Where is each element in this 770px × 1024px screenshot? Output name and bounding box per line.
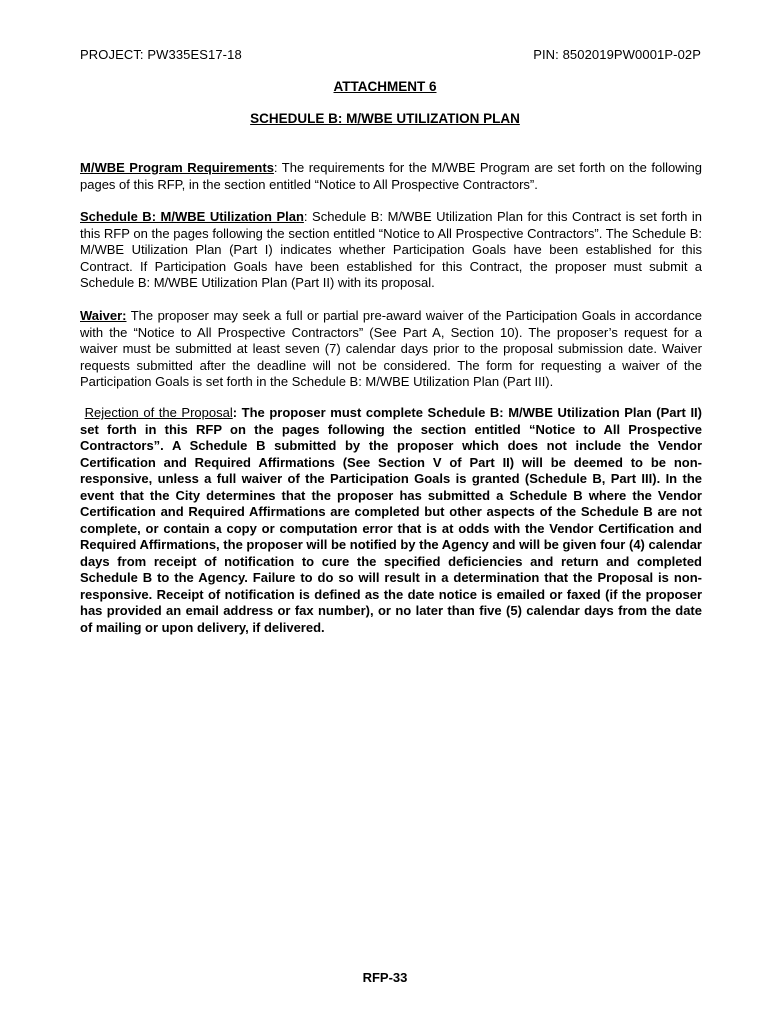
utilization-plan-heading: Schedule B: M/WBE Utilization Plan: [80, 209, 304, 224]
page-number: RFP-33: [362, 970, 408, 985]
rejection-body: The proposer must complete Schedule B: M/WBE Utilization Plan (Part II) set forth in this RFP on the pages following the section entitled “Notice to All Prospective Contractors”. A Schedule B submitted by the proposer which does not include the Vendor Certification and Required Affirmations (See Section V of Part II) will be deemed to be non-responsive, unless a full waiver of the Participation Goals is granted (Schedule B, Part III). In the event that the City determines that the proposer has submitted a Schedule B where the Vendor Certification and Required Affirmations are completed but other aspects of the Schedule B are not complete, or contain a copy or computation error that is at odds with the Vendor Certification and Required Affirmations, the proposer will be notified by the Agency and will be given four (4) calendar days from receipt of notification to cure the specified deficiencies and return and completed Schedule B to the Agency. Failure to do so will result in a determination that the Proposal is non-responsive. Receipt of notification is defined as the date notice is emailed or faxed (if the proposer has provided an email address or fax number), or no later than five (5) calendar days from the date of mailing or upon delivery, if delivered.: [80, 405, 702, 635]
waiver-heading: Waiver:: [80, 308, 127, 323]
program-requirements-separator: :: [273, 160, 278, 175]
project-number: PROJECT: PW335ES17-18: [80, 47, 242, 62]
program-requirements-paragraph: [80, 160, 702, 193]
program-requirements-body: The requirements for the M/WBE Program are set forth on the following pages of this RFP, in the section entitled “Notice to All Prospective Contractors”.: [80, 160, 702, 192]
waiver-paragraph: [80, 308, 702, 391]
waiver-body: The proposer may seek a full or partial pre-award waiver of the Participation Goals in accordance with the “Notice to All Prospective Contractors” (See Part A, Section 10). The proposer’s request for a waiver must be submitted at least seven (7) calendar days prior to the proposal submission date. Waiver requests submitted after the deadline will not be considered. The form for requesting a waiver of the Participation Goals is set forth in the Schedule B: M/WBE Utilization Plan (Part III).: [80, 308, 702, 389]
rejection-heading: Rejection of the Proposal: [84, 405, 233, 420]
utilization-plan-paragraph: [80, 209, 702, 292]
rejection-separator: :: [232, 405, 238, 420]
utilization-plan-separator: :: [303, 209, 308, 224]
attachment-title: ATTACHMENT 6: [333, 79, 437, 94]
rejection-paragraph: [80, 405, 702, 636]
program-requirements-heading: M/WBE Program Requirements: [80, 160, 274, 175]
pin-number: PIN: 8502019PW0001P-02P: [533, 47, 701, 62]
utilization-plan-body: Schedule B: M/WBE Utilization Plan for this Contract is set forth in this RFP on the pages following the section entitled “Notice to All Prospective Contractors”. The Schedule B: M/WBE Utilization Plan (Part I) indicates whether Participation Goals have been established for this Contract. If Participation Goals have been established for this Contract, the proposer must submit a Schedule B: M/WBE Utilization Plan (Part II) with its proposal.: [80, 209, 702, 290]
schedule-title: SCHEDULE B: M/WBE UTILIZATION PLAN: [250, 111, 520, 126]
